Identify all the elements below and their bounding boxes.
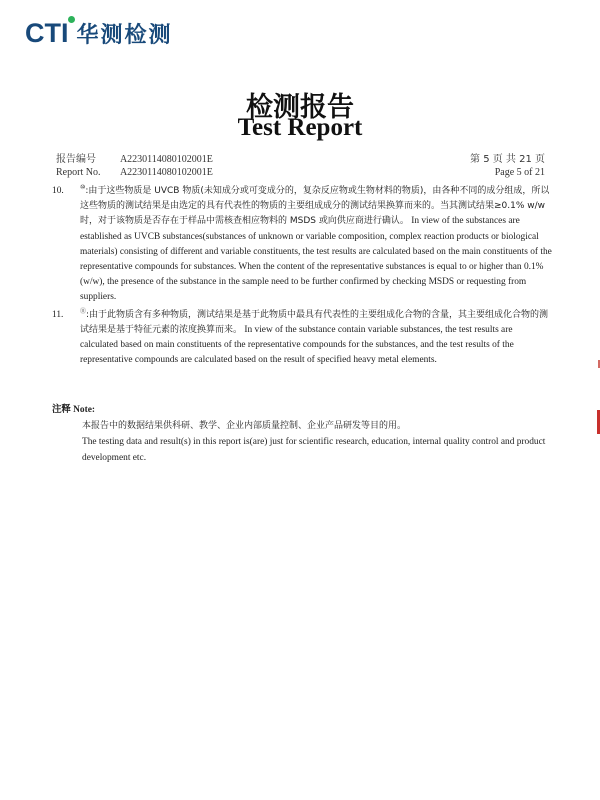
note-text-en: In view of the substance contain variable substances, the test results are calculated based on main constituents of the representative compounds for the substances, and the test results of the representative compounds are calculated based on the result of specified heavy metal elements. (80, 324, 514, 366)
remark-heading-cn: 注释 (52, 404, 71, 415)
note-body (80, 184, 552, 306)
note-superscript: ⑩ (80, 184, 86, 191)
note-item-11 (52, 308, 552, 369)
report-no-label-en: Report No. (56, 167, 101, 178)
remark-body (52, 418, 552, 466)
remark-heading-en: Note: (73, 405, 95, 415)
note-body (80, 308, 552, 369)
remark-text-en: The testing data and result(s) in this report is(are) just for scientific research, education, internal quality control and product development etc. (82, 437, 546, 463)
note-superscript: ⑪ (80, 308, 87, 315)
logo-company-name: 华测检测 (76, 23, 173, 48)
remark-section (52, 402, 552, 466)
report-meta-en (56, 166, 545, 179)
page-number-cn: 第 5 页 共 21 页 (470, 154, 545, 165)
report-no-value-2: A2230114080102001E (119, 167, 213, 178)
logo-mark: CTI (25, 18, 69, 48)
report-title-cn: 检测报告 (246, 92, 354, 123)
company-logo (25, 18, 173, 49)
remark-heading (52, 402, 552, 418)
note-number: 11. (52, 309, 64, 320)
report-no-label-cn: 报告编号 (56, 154, 96, 165)
note-text-cn: :由于此物质含有多种物质，测试结果是基于此物质中最具有代表性的主要组成化合物的含量，其主要组成化合物的测试结果是基于特征元素的浓度换算而来。 (80, 309, 549, 335)
note-text-cn: :由于这些物质是 UVCB 物质(未知成分或可变成分的，复杂反应物或生物材料的物质)，由各种不同的成分组成，所以这些物质的测试结果是由选定的具有代表性的物质的主要组成成分的测试结果换算而来的。当其测试结果≥0.1% w/w 时，对于该物质是否存在于样品中需核查相应物料的 MSDS 或向供应商进行确认。 (80, 186, 550, 227)
note-item-10 (52, 184, 552, 306)
logo-dot-icon (68, 16, 75, 23)
note-number: 10. (52, 186, 64, 196)
report-no-value-1: A2230114080102001E (119, 154, 213, 165)
note-text-en: In view of the substances are established as UVCB substances(substances of unknown or variable composition, complex reaction products or biological materials) consisting of different and variable constituents, the test results are calculated based on the main constituents of the representative compounds for substances. When the content of the representative substances is equal to or higher than 0.1% (w/w), the presence of the substance in the sample need to be further confirmed by checking MSDS or requesting from suppliers. (80, 216, 552, 303)
report-meta-cn (56, 153, 545, 166)
page-number-en: Page 5 of 21 (494, 167, 545, 178)
remark-text-cn: 本报告中的数据结果供科研、教学、企业内部质量控制、企业产品研发等目的用。 (82, 421, 407, 431)
notes-list (52, 184, 552, 368)
report-title-en: Test Report (237, 114, 363, 141)
